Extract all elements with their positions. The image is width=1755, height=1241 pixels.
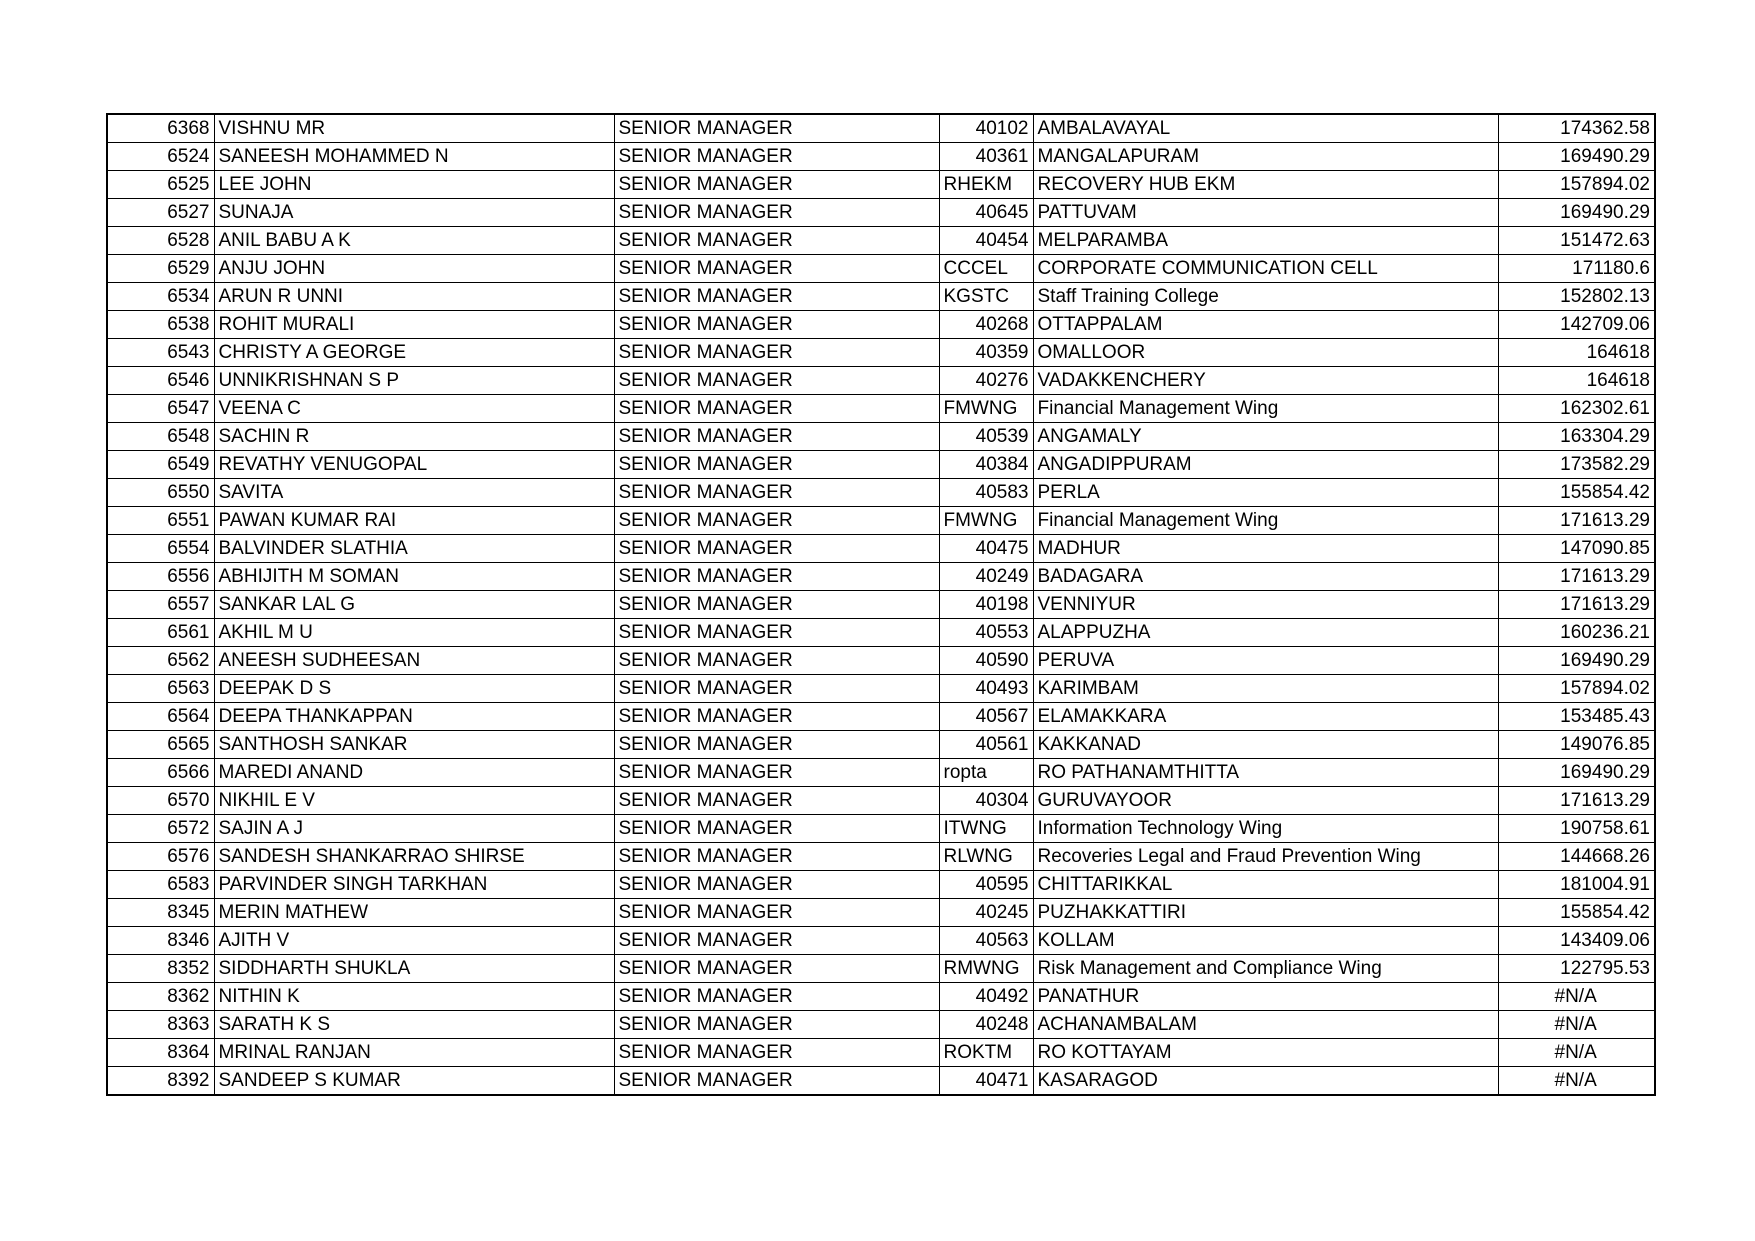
employee-number-cell: 6570	[107, 787, 214, 815]
branch-code-cell: 40361	[939, 143, 1033, 171]
employee-name-cell: VEENA C	[214, 395, 614, 423]
employee-number-cell: 6554	[107, 535, 214, 563]
branch-name-cell: ACHANAMBALAM	[1033, 1011, 1498, 1039]
designation-cell: SENIOR MANAGER	[614, 535, 939, 563]
employee-name-cell: BALVINDER SLATHIA	[214, 535, 614, 563]
employee-number-cell: 6561	[107, 619, 214, 647]
employee-number-cell: 6525	[107, 171, 214, 199]
employee-number-cell: 6576	[107, 843, 214, 871]
branch-code-cell: RMWNG	[939, 955, 1033, 983]
table-row	[107, 871, 1655, 899]
table-row	[107, 255, 1655, 283]
branch-name-cell: ALAPPUZHA	[1033, 619, 1498, 647]
branch-name-cell: KASARAGOD	[1033, 1067, 1498, 1096]
designation-cell: SENIOR MANAGER	[614, 731, 939, 759]
branch-name-cell: KOLLAM	[1033, 927, 1498, 955]
branch-code-cell: 40590	[939, 647, 1033, 675]
amount-cell: #N/A	[1498, 1067, 1655, 1096]
branch-code-cell: 40245	[939, 899, 1033, 927]
designation-cell: SENIOR MANAGER	[614, 114, 939, 143]
employee-number-cell: 6548	[107, 423, 214, 451]
branch-name-cell: MELPARAMBA	[1033, 227, 1498, 255]
employee-name-cell: SIDDHARTH SHUKLA	[214, 955, 614, 983]
table-row	[107, 619, 1655, 647]
branch-name-cell: CHITTARIKKAL	[1033, 871, 1498, 899]
employee-number-cell: 6551	[107, 507, 214, 535]
employee-name-cell: MERIN MATHEW	[214, 899, 614, 927]
amount-cell: #N/A	[1498, 983, 1655, 1011]
amount-cell: 157894.02	[1498, 675, 1655, 703]
branch-code-cell: FMWNG	[939, 507, 1033, 535]
employee-name-cell: VISHNU MR	[214, 114, 614, 143]
designation-cell: SENIOR MANAGER	[614, 367, 939, 395]
table-row	[107, 367, 1655, 395]
branch-code-cell: 40563	[939, 927, 1033, 955]
employee-number-cell: 6564	[107, 703, 214, 731]
employee-number-cell: 8392	[107, 1067, 214, 1096]
table-row	[107, 423, 1655, 451]
employee-name-cell: SANTHOSH SANKAR	[214, 731, 614, 759]
table-row	[107, 591, 1655, 619]
table-row	[107, 227, 1655, 255]
branch-code-cell: 40268	[939, 311, 1033, 339]
employee-number-cell: 6527	[107, 199, 214, 227]
employee-name-cell: SACHIN R	[214, 423, 614, 451]
designation-cell: SENIOR MANAGER	[614, 927, 939, 955]
branch-name-cell: ELAMAKKARA	[1033, 703, 1498, 731]
table-row	[107, 395, 1655, 423]
employee-number-cell: 6562	[107, 647, 214, 675]
branch-name-cell: GURUVAYOOR	[1033, 787, 1498, 815]
amount-cell: 157894.02	[1498, 171, 1655, 199]
table-row	[107, 479, 1655, 507]
amount-cell: 163304.29	[1498, 423, 1655, 451]
table-row	[107, 1011, 1655, 1039]
employee-number-cell: 6534	[107, 283, 214, 311]
employee-number-cell: 6565	[107, 731, 214, 759]
designation-cell: SENIOR MANAGER	[614, 479, 939, 507]
designation-cell: SENIOR MANAGER	[614, 283, 939, 311]
designation-cell: SENIOR MANAGER	[614, 815, 939, 843]
amount-cell: 181004.91	[1498, 871, 1655, 899]
designation-cell: SENIOR MANAGER	[614, 843, 939, 871]
table-row	[107, 843, 1655, 871]
employee-name-cell: SANKAR LAL G	[214, 591, 614, 619]
table-row	[107, 114, 1655, 143]
table-row	[107, 647, 1655, 675]
employee-name-cell: ROHIT MURALI	[214, 311, 614, 339]
designation-cell: SENIOR MANAGER	[614, 227, 939, 255]
employee-name-cell: ANIL BABU A K	[214, 227, 614, 255]
table-row	[107, 787, 1655, 815]
branch-name-cell: Financial Management Wing	[1033, 395, 1498, 423]
employee-name-cell: DEEPA THANKAPPAN	[214, 703, 614, 731]
branch-code-cell: 40471	[939, 1067, 1033, 1096]
designation-cell: SENIOR MANAGER	[614, 255, 939, 283]
branch-code-cell: ropta	[939, 759, 1033, 787]
table-row	[107, 815, 1655, 843]
branch-code-cell: 40304	[939, 787, 1033, 815]
designation-cell: SENIOR MANAGER	[614, 703, 939, 731]
employee-number-cell: 6566	[107, 759, 214, 787]
amount-cell: 171613.29	[1498, 787, 1655, 815]
employee-name-cell: SAJIN A J	[214, 815, 614, 843]
table-row	[107, 283, 1655, 311]
branch-name-cell: RECOVERY HUB EKM	[1033, 171, 1498, 199]
employee-name-cell: SARATH K S	[214, 1011, 614, 1039]
branch-code-cell: 40276	[939, 367, 1033, 395]
table-row	[107, 563, 1655, 591]
employee-number-cell: 6556	[107, 563, 214, 591]
branch-code-cell: RLWNG	[939, 843, 1033, 871]
employee-name-cell: ANEESH SUDHEESAN	[214, 647, 614, 675]
designation-cell: SENIOR MANAGER	[614, 143, 939, 171]
branch-name-cell: PATTUVAM	[1033, 199, 1498, 227]
employee-name-cell: NIKHIL E V	[214, 787, 614, 815]
branch-name-cell: RO PATHANAMTHITTA	[1033, 759, 1498, 787]
amount-cell: 162302.61	[1498, 395, 1655, 423]
table-row	[107, 983, 1655, 1011]
employee-name-cell: REVATHY VENUGOPAL	[214, 451, 614, 479]
amount-cell: 164618	[1498, 367, 1655, 395]
employee-number-cell: 6563	[107, 675, 214, 703]
amount-cell: 149076.85	[1498, 731, 1655, 759]
designation-cell: SENIOR MANAGER	[614, 451, 939, 479]
employee-number-cell: 6549	[107, 451, 214, 479]
branch-name-cell: KARIMBAM	[1033, 675, 1498, 703]
branch-code-cell: CCCEL	[939, 255, 1033, 283]
branch-code-cell: 40645	[939, 199, 1033, 227]
employee-name-cell: SANDESH SHANKARRAO SHIRSE	[214, 843, 614, 871]
employee-number-cell: 8363	[107, 1011, 214, 1039]
branch-code-cell: ROKTM	[939, 1039, 1033, 1067]
branch-name-cell: MANGALAPURAM	[1033, 143, 1498, 171]
document-page	[106, 113, 1654, 1096]
employee-number-cell: 8364	[107, 1039, 214, 1067]
employee-table	[106, 113, 1656, 1096]
employee-number-cell: 6538	[107, 311, 214, 339]
amount-cell: 155854.42	[1498, 479, 1655, 507]
employee-name-cell: SAVITA	[214, 479, 614, 507]
branch-name-cell: ANGAMALY	[1033, 423, 1498, 451]
designation-cell: SENIOR MANAGER	[614, 787, 939, 815]
table-row	[107, 899, 1655, 927]
amount-cell: 153485.43	[1498, 703, 1655, 731]
employee-name-cell: LEE JOHN	[214, 171, 614, 199]
employee-name-cell: CHRISTY A GEORGE	[214, 339, 614, 367]
branch-code-cell: 40102	[939, 114, 1033, 143]
branch-code-cell: 40248	[939, 1011, 1033, 1039]
table-row	[107, 675, 1655, 703]
employee-number-cell: 8346	[107, 927, 214, 955]
branch-name-cell: PERLA	[1033, 479, 1498, 507]
table-body	[107, 114, 1655, 1095]
employee-number-cell: 6546	[107, 367, 214, 395]
designation-cell: SENIOR MANAGER	[614, 339, 939, 367]
employee-name-cell: NITHIN K	[214, 983, 614, 1011]
branch-name-cell: RO KOTTAYAM	[1033, 1039, 1498, 1067]
amount-cell: 155854.42	[1498, 899, 1655, 927]
branch-name-cell: Staff Training College	[1033, 283, 1498, 311]
designation-cell: SENIOR MANAGER	[614, 563, 939, 591]
branch-code-cell: 40475	[939, 535, 1033, 563]
employee-number-cell: 6524	[107, 143, 214, 171]
branch-name-cell: CORPORATE COMMUNICATION CELL	[1033, 255, 1498, 283]
amount-cell: 171613.29	[1498, 563, 1655, 591]
branch-name-cell: Risk Management and Compliance Wing	[1033, 955, 1498, 983]
branch-code-cell: 40583	[939, 479, 1033, 507]
amount-cell: 169490.29	[1498, 199, 1655, 227]
branch-name-cell: VADAKKENCHERY	[1033, 367, 1498, 395]
branch-name-cell: Information Technology Wing	[1033, 815, 1498, 843]
branch-code-cell: 40493	[939, 675, 1033, 703]
employee-name-cell: ARUN R UNNI	[214, 283, 614, 311]
branch-name-cell: Financial Management Wing	[1033, 507, 1498, 535]
branch-code-cell: 40567	[939, 703, 1033, 731]
designation-cell: SENIOR MANAGER	[614, 871, 939, 899]
branch-code-cell: 40359	[939, 339, 1033, 367]
designation-cell: SENIOR MANAGER	[614, 955, 939, 983]
branch-name-cell: PERUVA	[1033, 647, 1498, 675]
designation-cell: SENIOR MANAGER	[614, 395, 939, 423]
table-row	[107, 1039, 1655, 1067]
designation-cell: SENIOR MANAGER	[614, 619, 939, 647]
designation-cell: SENIOR MANAGER	[614, 983, 939, 1011]
amount-cell: 144668.26	[1498, 843, 1655, 871]
amount-cell: 122795.53	[1498, 955, 1655, 983]
amount-cell: 169490.29	[1498, 143, 1655, 171]
employee-name-cell: MAREDI ANAND	[214, 759, 614, 787]
branch-code-cell: 40561	[939, 731, 1033, 759]
table-row	[107, 311, 1655, 339]
table-row	[107, 339, 1655, 367]
designation-cell: SENIOR MANAGER	[614, 311, 939, 339]
employee-number-cell: 6547	[107, 395, 214, 423]
employee-name-cell: SANDEEP S KUMAR	[214, 1067, 614, 1096]
employee-name-cell: UNNIKRISHNAN S P	[214, 367, 614, 395]
branch-name-cell: Recoveries Legal and Fraud Prevention Wing	[1033, 843, 1498, 871]
amount-cell: 160236.21	[1498, 619, 1655, 647]
employee-number-cell: 8362	[107, 983, 214, 1011]
employee-name-cell: ABHIJITH M SOMAN	[214, 563, 614, 591]
branch-name-cell: VENNIYUR	[1033, 591, 1498, 619]
employee-name-cell: SANEESH MOHAMMED N	[214, 143, 614, 171]
designation-cell: SENIOR MANAGER	[614, 675, 939, 703]
employee-name-cell: PARVINDER SINGH TARKHAN	[214, 871, 614, 899]
employee-number-cell: 8345	[107, 899, 214, 927]
branch-name-cell: PUZHAKKATTIRI	[1033, 899, 1498, 927]
table-row	[107, 759, 1655, 787]
table-row	[107, 143, 1655, 171]
table-row	[107, 535, 1655, 563]
branch-name-cell: OTTAPPALAM	[1033, 311, 1498, 339]
branch-code-cell: 40492	[939, 983, 1033, 1011]
branch-name-cell: KAKKANAD	[1033, 731, 1498, 759]
table-row	[107, 703, 1655, 731]
designation-cell: SENIOR MANAGER	[614, 899, 939, 927]
employee-name-cell: DEEPAK D S	[214, 675, 614, 703]
table-row	[107, 955, 1655, 983]
branch-code-cell: 40198	[939, 591, 1033, 619]
employee-number-cell: 6543	[107, 339, 214, 367]
branch-name-cell: AMBALAVAYAL	[1033, 114, 1498, 143]
amount-cell: #N/A	[1498, 1011, 1655, 1039]
employee-number-cell: 6583	[107, 871, 214, 899]
employee-number-cell: 6368	[107, 114, 214, 143]
employee-name-cell: SUNAJA	[214, 199, 614, 227]
designation-cell: SENIOR MANAGER	[614, 171, 939, 199]
branch-code-cell: 40454	[939, 227, 1033, 255]
branch-code-cell: RHEKM	[939, 171, 1033, 199]
employee-number-cell: 6572	[107, 815, 214, 843]
designation-cell: SENIOR MANAGER	[614, 647, 939, 675]
amount-cell: 174362.58	[1498, 114, 1655, 143]
designation-cell: SENIOR MANAGER	[614, 1039, 939, 1067]
employee-number-cell: 6550	[107, 479, 214, 507]
employee-number-cell: 6557	[107, 591, 214, 619]
amount-cell: 171613.29	[1498, 591, 1655, 619]
branch-code-cell: 40595	[939, 871, 1033, 899]
designation-cell: SENIOR MANAGER	[614, 423, 939, 451]
branch-name-cell: BADAGARA	[1033, 563, 1498, 591]
table-row	[107, 171, 1655, 199]
amount-cell: 142709.06	[1498, 311, 1655, 339]
branch-code-cell: FMWNG	[939, 395, 1033, 423]
amount-cell: 143409.06	[1498, 927, 1655, 955]
amount-cell: 151472.63	[1498, 227, 1655, 255]
branch-name-cell: MADHUR	[1033, 535, 1498, 563]
branch-code-cell: 40384	[939, 451, 1033, 479]
amount-cell: #N/A	[1498, 1039, 1655, 1067]
amount-cell: 152802.13	[1498, 283, 1655, 311]
employee-name-cell: PAWAN KUMAR RAI	[214, 507, 614, 535]
branch-code-cell: 40553	[939, 619, 1033, 647]
amount-cell: 171613.29	[1498, 507, 1655, 535]
branch-code-cell: ITWNG	[939, 815, 1033, 843]
table-row	[107, 1067, 1655, 1096]
employee-number-cell: 6528	[107, 227, 214, 255]
employee-name-cell: AKHIL M U	[214, 619, 614, 647]
designation-cell: SENIOR MANAGER	[614, 1011, 939, 1039]
table-row	[107, 507, 1655, 535]
table-row	[107, 451, 1655, 479]
employee-name-cell: AJITH V	[214, 927, 614, 955]
designation-cell: SENIOR MANAGER	[614, 759, 939, 787]
employee-name-cell: ANJU JOHN	[214, 255, 614, 283]
designation-cell: SENIOR MANAGER	[614, 199, 939, 227]
designation-cell: SENIOR MANAGER	[614, 1067, 939, 1096]
amount-cell: 171180.6	[1498, 255, 1655, 283]
designation-cell: SENIOR MANAGER	[614, 507, 939, 535]
amount-cell: 169490.29	[1498, 759, 1655, 787]
table-row	[107, 927, 1655, 955]
branch-code-cell: KGSTC	[939, 283, 1033, 311]
amount-cell: 147090.85	[1498, 535, 1655, 563]
branch-code-cell: 40539	[939, 423, 1033, 451]
branch-name-cell: PANATHUR	[1033, 983, 1498, 1011]
designation-cell: SENIOR MANAGER	[614, 591, 939, 619]
amount-cell: 190758.61	[1498, 815, 1655, 843]
employee-name-cell: MRINAL RANJAN	[214, 1039, 614, 1067]
branch-code-cell: 40249	[939, 563, 1033, 591]
amount-cell: 173582.29	[1498, 451, 1655, 479]
table-row	[107, 199, 1655, 227]
amount-cell: 164618	[1498, 339, 1655, 367]
amount-cell: 169490.29	[1498, 647, 1655, 675]
employee-number-cell: 6529	[107, 255, 214, 283]
table-row	[107, 731, 1655, 759]
branch-name-cell: OMALLOOR	[1033, 339, 1498, 367]
branch-name-cell: ANGADIPPURAM	[1033, 451, 1498, 479]
employee-number-cell: 8352	[107, 955, 214, 983]
